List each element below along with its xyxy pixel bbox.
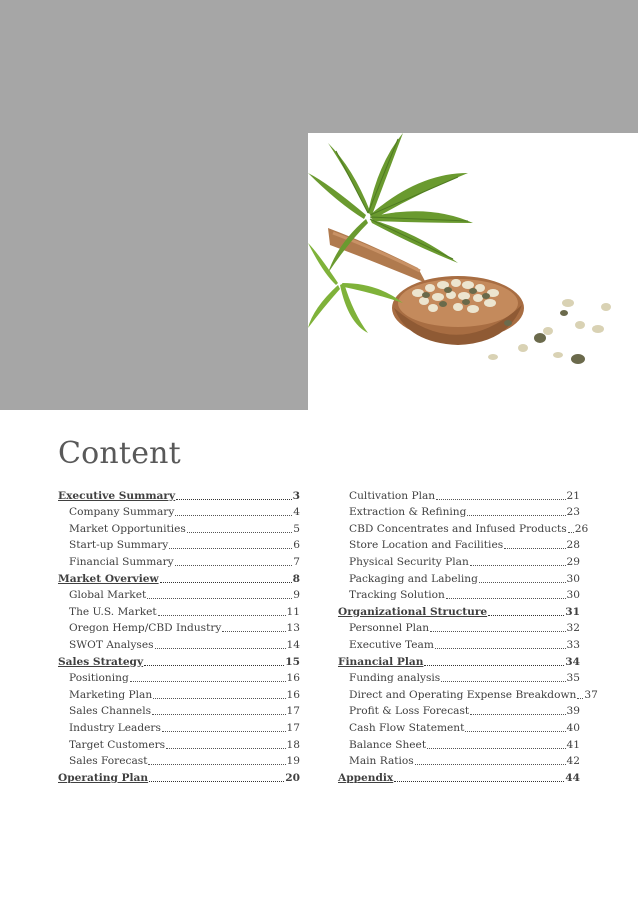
toc-page-number: 30	[566, 572, 580, 585]
toc-section-entry[interactable]	[58, 768, 300, 785]
toc-subsection-entry[interactable]	[338, 669, 580, 686]
toc-dot-leader	[415, 764, 566, 765]
toc-entry-label: Financial Plan	[338, 655, 424, 668]
toc-entry-label: Sales Forecast	[69, 755, 148, 768]
toc-entry-label: Organizational Structure	[338, 605, 488, 618]
toc-section-entry[interactable]	[58, 569, 300, 586]
toc-dot-leader	[175, 515, 292, 516]
toc-entry-label: Operating Plan	[58, 771, 149, 784]
toc-dot-leader	[162, 731, 286, 732]
toc-subsection-entry[interactable]	[338, 702, 580, 719]
toc-subsection-entry[interactable]	[58, 752, 300, 769]
toc-dot-leader	[169, 548, 292, 549]
toc-entry-label: Funding analysis	[349, 672, 441, 685]
toc-page-number: 6	[293, 539, 300, 552]
toc-subsection-entry[interactable]	[338, 718, 580, 735]
toc-dot-leader	[568, 532, 574, 533]
toc-subsection-entry[interactable]	[338, 536, 580, 553]
toc-entry-label: Store Location and Facilities	[349, 539, 504, 552]
toc-subsection-entry[interactable]	[58, 536, 300, 553]
toc-subsection-entry[interactable]	[58, 702, 300, 719]
toc-page-number: 30	[566, 589, 580, 602]
toc-dot-leader	[187, 532, 292, 533]
toc-subsection-entry[interactable]	[58, 586, 300, 603]
toc-dot-leader	[435, 648, 566, 649]
toc-subsection-entry[interactable]	[58, 685, 300, 702]
toc-page-number: 14	[286, 638, 300, 651]
toc-entry-label: Marketing Plan	[69, 688, 153, 701]
toc-page-number: 42	[566, 755, 580, 768]
toc-dot-leader	[427, 748, 565, 749]
toc-subsection-entry[interactable]	[58, 619, 300, 636]
toc-page-number: 16	[286, 672, 300, 685]
toc-entry-label: Tracking Solution	[349, 589, 445, 602]
toc-right-column	[338, 486, 598, 785]
toc-entry-label: Physical Security Plan	[349, 555, 469, 568]
toc-page-number: 41	[566, 738, 580, 751]
toc-entry-label: Industry Leaders	[69, 721, 161, 734]
toc-dot-leader	[166, 748, 285, 749]
toc-subsection-entry[interactable]	[338, 569, 580, 586]
toc-dot-leader	[160, 582, 292, 583]
toc-left-column	[58, 486, 300, 785]
toc-subsection-entry[interactable]	[58, 552, 300, 569]
toc-page-number: 4	[293, 506, 300, 519]
toc-dot-leader	[467, 515, 565, 516]
toc-subsection-entry[interactable]	[58, 503, 300, 520]
toc-entry-label: SWOT Analyses	[69, 638, 154, 651]
toc-entry-label: Extraction & Refining	[349, 506, 467, 519]
toc-entry-label: Personnel Plan	[349, 622, 430, 635]
toc-page-number: 28	[566, 539, 580, 552]
toc-entry-label: Global Market	[69, 589, 147, 602]
toc-subsection-entry[interactable]	[58, 519, 300, 536]
toc-entry-label: Sales Strategy	[58, 655, 144, 668]
toc-page-number: 11	[286, 605, 300, 618]
toc-section-entry[interactable]	[58, 652, 300, 669]
toc-subsection-entry[interactable]	[58, 602, 300, 619]
toc-dot-leader	[148, 764, 285, 765]
toc-page-number: 15	[285, 655, 300, 668]
toc-page-number: 18	[286, 738, 300, 751]
toc-page-number: 34	[565, 655, 580, 668]
toc-entry-label: CBD Concentrates and Infused Products	[349, 522, 567, 535]
toc-dot-leader	[488, 615, 564, 616]
toc-entry-label: Target Customers	[69, 738, 166, 751]
toc-page-number: 33	[566, 638, 580, 651]
toc-dot-leader	[436, 499, 565, 500]
toc-page-number: 39	[566, 705, 580, 718]
toc-section-entry[interactable]	[338, 602, 580, 619]
toc-dot-leader	[470, 714, 565, 715]
toc-entry-label: Market Overview	[58, 572, 159, 585]
toc-subsection-entry[interactable]	[58, 669, 300, 686]
toc-entry-label: The U.S. Market	[69, 605, 157, 618]
toc-page-number: 5	[293, 522, 300, 535]
toc-dot-leader	[158, 615, 286, 616]
toc-page-number: 9	[293, 589, 300, 602]
toc-subsection-entry[interactable]	[338, 503, 580, 520]
toc-page-number: 8	[292, 572, 300, 585]
toc-page-number: 7	[293, 555, 300, 568]
toc-dot-leader	[479, 582, 566, 583]
toc-subsection-entry[interactable]	[338, 619, 580, 636]
toc-entry-label: Executive Summary	[58, 489, 176, 502]
toc-page-number: 32	[566, 622, 580, 635]
toc-page-number: 40	[566, 721, 580, 734]
toc-dot-leader	[153, 698, 285, 699]
toc-dot-leader	[147, 598, 292, 599]
toc-dot-leader	[465, 731, 565, 732]
toc-page-number: 19	[286, 755, 300, 768]
toc-dot-leader	[504, 548, 565, 549]
toc-subsection-entry[interactable]	[58, 735, 300, 752]
page-title: Content	[58, 436, 181, 471]
toc-subsection-entry[interactable]	[338, 735, 580, 752]
toc-page-number: 37	[584, 688, 598, 701]
toc-subsection-entry[interactable]	[338, 519, 589, 536]
toc-page-number: 13	[286, 622, 300, 635]
toc-dot-leader	[176, 499, 291, 500]
toc-dot-leader	[175, 565, 293, 566]
toc-entry-label: Cultivation Plan	[349, 489, 436, 502]
toc-entry-label: Sales Channels	[69, 705, 152, 718]
toc-entry-label: Market Opportunities	[69, 522, 186, 535]
toc-dot-leader	[424, 665, 564, 666]
toc-dot-leader	[577, 698, 583, 699]
toc-dot-leader	[152, 714, 285, 715]
hemp-spoon-photo	[308, 133, 638, 410]
toc-entry-label: Financial Summary	[69, 555, 174, 568]
toc-entry-label: Main Ratios	[349, 755, 414, 768]
toc-page-number: 17	[286, 705, 300, 718]
toc-dot-leader	[149, 781, 284, 782]
toc-entry-label: Positioning	[69, 672, 129, 685]
toc-dot-leader	[470, 565, 566, 566]
toc-page-number: 21	[566, 489, 580, 502]
toc-page-number: 44	[565, 771, 580, 784]
toc-section-entry[interactable]	[338, 652, 580, 669]
toc-entry-label: Balance Sheet	[349, 738, 427, 751]
toc-subsection-entry[interactable]	[338, 552, 580, 569]
toc-dot-leader	[441, 681, 565, 682]
toc-page-number: 16	[286, 688, 300, 701]
toc-subsection-entry[interactable]	[338, 752, 580, 769]
toc-entry-label: Company Summary	[69, 506, 175, 519]
toc-entry-label: Packaging and Labeling	[349, 572, 478, 585]
toc-dot-leader	[144, 665, 284, 666]
toc-dot-leader	[130, 681, 286, 682]
toc-dot-leader	[394, 781, 564, 782]
toc-subsection-entry[interactable]	[338, 685, 598, 702]
toc-entry-label: Start-up Summary	[69, 539, 169, 552]
toc-subsection-entry[interactable]	[338, 486, 580, 503]
toc-section-entry[interactable]	[58, 486, 300, 503]
toc-page-number: 29	[566, 555, 580, 568]
toc-subsection-entry[interactable]	[58, 635, 300, 652]
toc-entry-label: Direct and Operating Expense Breakdown	[349, 688, 577, 701]
toc-dot-leader	[446, 598, 566, 599]
toc-dot-leader	[430, 631, 565, 632]
toc-dot-leader	[222, 631, 285, 632]
toc-entry-label: Executive Team	[349, 638, 434, 651]
toc-page-number: 26	[574, 522, 589, 535]
toc-page-number: 23	[566, 506, 580, 519]
toc-page-number: 35	[566, 672, 580, 685]
toc-page-number: 17	[286, 721, 300, 734]
toc-section-entry[interactable]	[338, 768, 580, 785]
toc-subsection-entry[interactable]	[338, 586, 580, 603]
toc-page-number: 3	[292, 489, 300, 502]
toc-entry-label: Cash Flow Statement	[349, 721, 465, 734]
toc-dot-leader	[155, 648, 286, 649]
toc-entry-label: Oregon Hemp/CBD Industry	[69, 622, 222, 635]
toc-entry-label: Profit & Loss Forecast	[349, 705, 470, 718]
toc-page-number: 31	[565, 605, 580, 618]
toc-entry-label: Appendix	[338, 771, 394, 784]
toc-subsection-entry[interactable]	[58, 718, 300, 735]
toc-page-number: 20	[285, 771, 300, 784]
toc-subsection-entry[interactable]	[338, 635, 580, 652]
